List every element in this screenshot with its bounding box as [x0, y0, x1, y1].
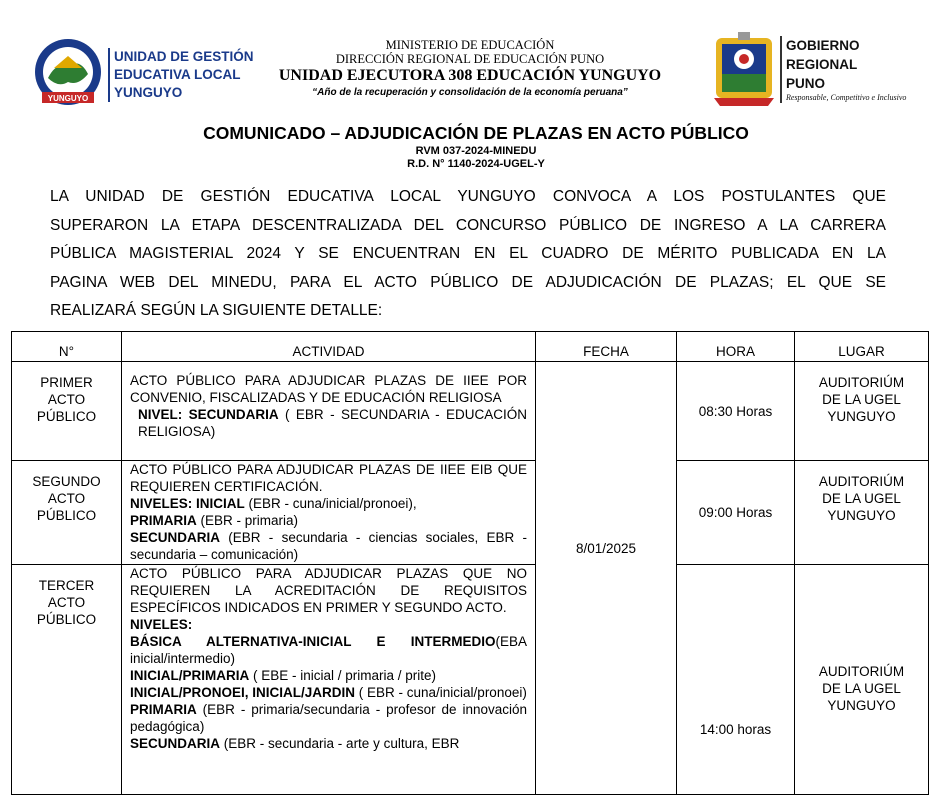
activity-cell: ACTO PÚBLICO PARA ADJUDICAR PLAZAS DE IIEE EIB QUE REQUIEREN CERTIFICACIÓN. NIVELES: INICIAL (EBR - cuna/inicial/pronoei), PRIMARIA (EBR - primaria) SECUNDARIA (EBR - secundaria - ciencias sociales, EBR - secundaria – comunicación): [122, 461, 536, 565]
col-header-n: N°: [12, 332, 122, 362]
time-cell: 14:00 horas: [677, 565, 795, 795]
executing-unit: UNIDAD EJECUTORA 308 EDUCACIÓN YUNGUYO: [278, 67, 662, 84]
intro-paragraph: LA UNIDAD DE GESTIÓN EDUCATIVA LOCAL YUNGUYO CONVOCA A LOS POSTULANTES QUE SUPERARON LA ETAPA DESCENTRALIZADA DEL CONCURSO PÚBLICO DE INGRESO A LA CARRERA PÚBLICA MAGISTERIAL 2024 Y SE ENCUENTRAN EN EL CUADRO DE MÉRITO PUBLICADA EN LA PAGINA WEB DEL MINEDU, PARA EL ACTO PÚBLICO DE ADJUDICACIÓN DE PLAZAS; EL QUE SE REALIZARÁ SEGÚN LA SIGUIENTE DETALLE:: [50, 188, 886, 319]
place-cell: AUDITORIÚM DE LA UGEL YUNGUYO: [795, 461, 929, 565]
row-number: PRIMER ACTO PÚBLICO: [12, 362, 122, 461]
col-header-fecha: FECHA: [536, 332, 677, 362]
rvm-reference: RVM 037-2024-MINEDU: [415, 145, 537, 157]
place-cell: AUDITORIÚM DE LA UGEL YUNGUYO: [795, 362, 929, 461]
table-header-row: [12, 332, 929, 362]
svg-text:YUNGUYO: YUNGUYO: [47, 94, 89, 103]
ugel-yunguyo-logo: [32, 38, 104, 110]
rd-reference: R.D. N° 1140-2024-UGEL-Y: [407, 158, 545, 170]
regional-direction: DIRECCIÓN REGIONAL DE EDUCACIÓN PUNO: [335, 52, 605, 66]
date-cell: 8/01/2025: [536, 362, 677, 795]
document-title: COMUNICADO – ADJUDICACIÓN DE PLAZAS EN ACTO PÚBLICO: [203, 123, 749, 143]
time-cell: 09:00 Horas: [677, 461, 795, 565]
table-row: [12, 362, 929, 461]
place-cell: AUDITORIÚM DE LA UGEL YUNGUYO: [795, 565, 929, 795]
regional-government-name: GOBIERNO REGIONAL PUNO Responsable, Competitivo e Inclusivo: [780, 36, 926, 103]
ministry: MINISTERIO DE EDUCACIÓN: [385, 38, 555, 52]
col-header-lugar: LUGAR: [795, 332, 929, 362]
row-number: TERCER ACTO PÚBLICO: [12, 565, 122, 795]
institution-heading: [250, 38, 690, 100]
table-row: [12, 461, 929, 565]
gob-tagline: Responsable, Competitivo e Inclusivo: [786, 93, 907, 102]
regional-government-shield-icon: [712, 32, 776, 108]
letterhead: [0, 0, 952, 118]
table-row: [12, 565, 929, 795]
year-motto: “Año de la recuperación y consolidación de la economía peruana”: [312, 87, 628, 98]
activity-cell: ACTO PÚBLICO PARA ADJUDICAR PLAZAS DE IIEE POR CONVENIO, FISCALIZADAS Y DE EDUCACIÓN RELIGIOSA NIVEL: SECUNDARIA ( EBR - SECUNDARIA - EDUCACIÓN RELIGIOSA): [122, 362, 536, 461]
time-cell: 08:30 Horas: [677, 362, 795, 461]
ugel-name: UNIDAD DE GESTIÓN EDUCATIVA LOCAL YUNGUYO: [108, 48, 254, 102]
col-header-hora: HORA: [677, 332, 795, 362]
activity-cell: ACTO PÚBLICO PARA ADJUDICAR PLAZAS QUE NO REQUIEREN LA ACREDITACIÓN DE REQUISITOS ESPECÍFICOS INDICADOS EN PRIMER Y SEGUNDO ACTO. NIVELES: BÁSICA ALTERNATIVA-INICIAL E INTERMEDIO(EBA inicial/intermedio) INICIAL/PRIMARIA ( EBE - inicial / primaria / prite) INICIAL/PRONOEI, INICIAL/JARDIN ( EBR - cuna/inicial/pronoei) PRIMARIA (EBR - primaria/secundaria - profesor de innovación pedagógica) SECUNDARIA (EBR - secundaria - arte y cultura, EBR: [122, 565, 536, 795]
row-number: SEGUNDO ACTO PÚBLICO: [12, 461, 122, 565]
col-header-actividad: ACTIVIDAD: [122, 332, 536, 362]
schedule-table: [11, 331, 929, 795]
